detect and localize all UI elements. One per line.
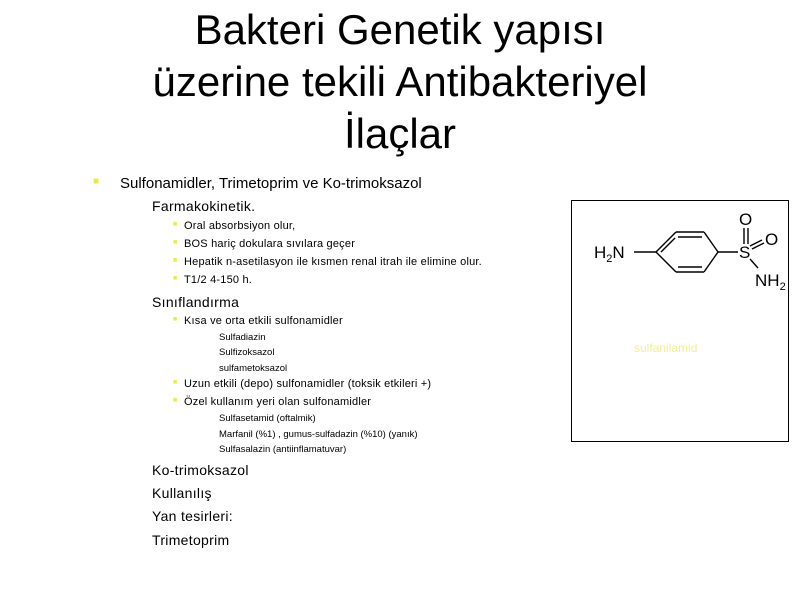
bullet-icon: ■	[93, 176, 100, 187]
title-line-1: Bakteri Genetik yapısı	[194, 6, 606, 53]
list-item: Özel kullanım yeri olan sulfonamidler	[184, 396, 372, 408]
section-heading: Yan tesirleri:	[152, 508, 233, 524]
bullet-icon: ■	[173, 221, 178, 228]
bullet-icon: ■	[173, 379, 178, 386]
farmakokinetik-heading: Farmakokinetik.	[152, 198, 256, 214]
list-item: BOS hariç dokulara sıvılara geçer	[184, 238, 356, 250]
oxygen-right-label: O	[765, 230, 779, 249]
bullet-icon: ■	[173, 257, 178, 264]
list-item: Hepatik n-asetilasyon ile kısmen renal itrah ile elimine olur.	[184, 256, 482, 268]
drug-item: Sulfasalazin (antiinflamatuvar)	[219, 444, 347, 455]
bullet-icon: ■	[173, 275, 178, 282]
title-line-3: İlaçlar	[343, 110, 457, 157]
benzene-ring	[656, 232, 718, 272]
structure-figure	[571, 200, 789, 442]
oxygen-top-label: O	[739, 210, 753, 229]
list-item: Oral absorbsiyon olur,	[184, 220, 296, 232]
sulfanilamide-structure	[572, 201, 790, 443]
drug-item: sulfametoksazol	[219, 363, 288, 374]
amine-label: $H_2N$	[594, 243, 625, 265]
drug-item: Sulfasetamid (oftalmik)	[219, 413, 316, 424]
section-heading: Ko-trimoksazol	[152, 462, 249, 478]
bullet-icon: ■	[173, 316, 178, 323]
siniflandirma-heading: Sınıflandırma	[152, 294, 240, 310]
drug-item: Sulfadiazin	[219, 332, 266, 343]
figure-caption: sulfanilamid	[634, 341, 698, 355]
section-heading: Kullanılış	[152, 485, 212, 501]
sulfonamide-n-label: $NH_2$	[755, 271, 786, 293]
slide-title	[0, 4, 800, 160]
section-heading: Trimetoprim	[152, 532, 230, 548]
drug-item: Marfanil (%1) , gumus-sulfadazin (%10) (yanık)	[219, 429, 418, 440]
bullet-icon: ■	[173, 239, 178, 246]
bullet-icon: ■	[173, 397, 178, 404]
list-item: Kısa ve orta etkili sulfonamidler	[184, 315, 343, 327]
main-topic: Sulfonamidler, Trimetoprim ve Ko-trimoksazol	[120, 175, 422, 192]
list-item: Uzun etkili (depo) sulfonamidler (toksik etkileri +)	[184, 378, 432, 390]
drug-item: Sulfizoksazol	[219, 347, 275, 358]
list-item: T1/2 4-150 h.	[184, 274, 253, 286]
title-line-2: üzerine tekili Antibakteriyel	[152, 58, 648, 105]
sulfur-label: S	[739, 243, 751, 262]
